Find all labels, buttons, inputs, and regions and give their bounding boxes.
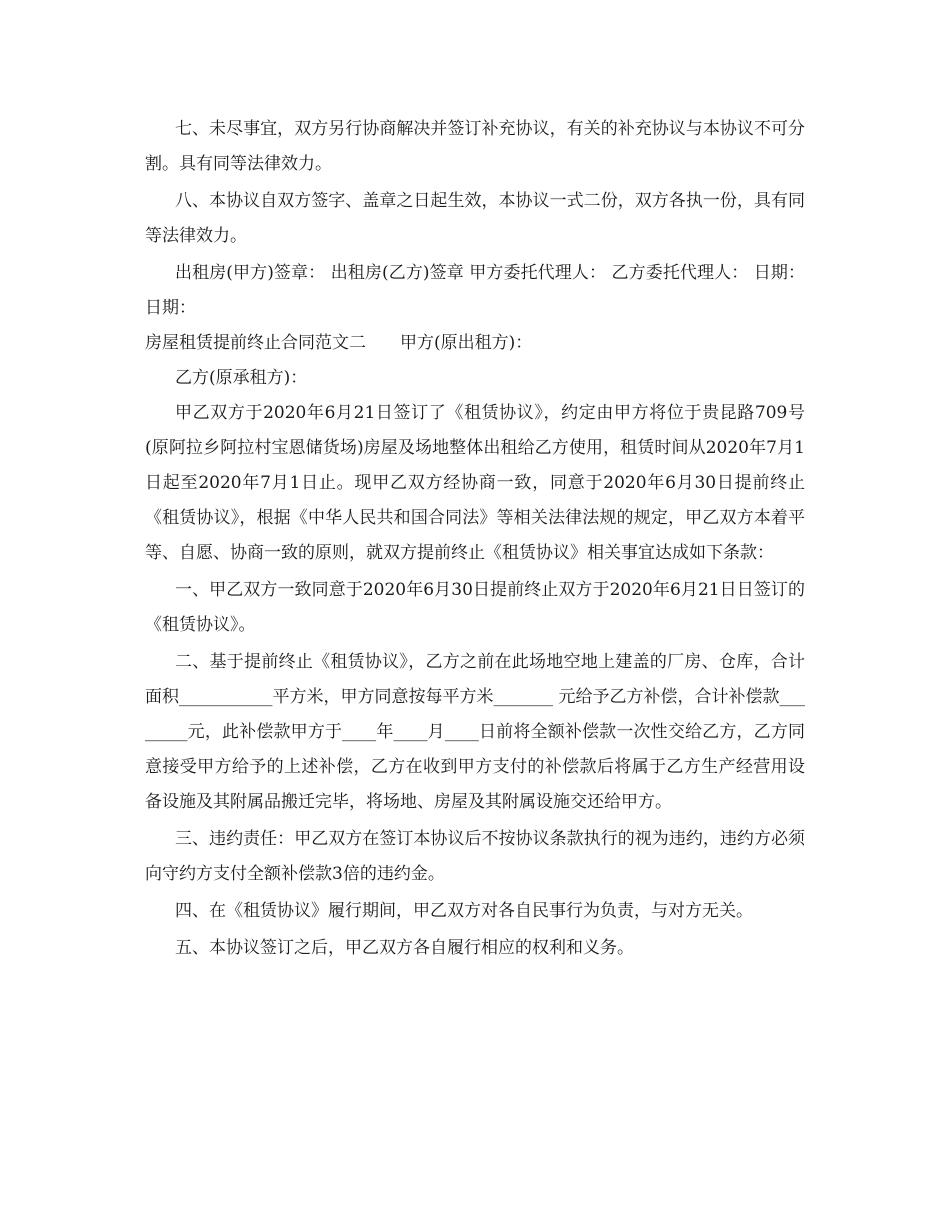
clause-five: 五、本协议签订之后，甲乙双方各自履行相应的权利和义务。: [175, 938, 634, 958]
clause-four: 四、在《租赁协议》履行期间，甲乙双方对各自民事行为负责，与对方无关。: [175, 901, 753, 921]
clause-eight: 八、本协议自双方签字、盖章之日起生效，本协议一式二份，双方各执一份，具有同等法律效力。: [145, 191, 805, 246]
clause-one: 一、甲乙双方一致同意于2020年6月30日提前终止双方于2020年6月21日日签订的《租赁协议》。: [145, 580, 805, 635]
preamble-paragraph: 甲乙双方于2020年6月21日签订了《租赁协议》，约定由甲方将位于贵昆路709号(原阿拉乡阿拉村宝恩储货场)房屋及场地整体出租给乙方使用，租赁时间从2020年7月1日起至2020年7月1日止。现甲乙双方经协商一致，同意于2020年6月30日提前终止《租赁协议》，根据《中华人民共和国合同法》等相关法律法规的规定，甲乙双方本着平等、自愿、协商一致的原则，就双方提前终止《租赁协议》相关事宜达成如下条款：: [145, 403, 805, 563]
document-page: [145, 112, 805, 968]
clause-three: 三、违约责任：甲乙双方在签订本协议后不按协议条款执行的视为违约，违约方必须向守约方支付全额补偿款3倍的违约金。: [145, 829, 805, 884]
template-title-line: 房屋租赁提前终止合同范文二 甲方(原出租方)：: [145, 333, 533, 353]
clause-seven: 七、未尽事宜，双方另行协商解决并签订补充协议，有关的补充协议与本协议不可分割。具有同等法律效力。: [145, 119, 805, 174]
signature-block: 出租房(甲方)签章： 出租房(乙方)签章 甲方委托代理人： 乙方委托代理人： 日期： 日期：: [145, 263, 805, 318]
clause-two: 二、基于提前终止《租赁协议》，乙方之前在此场地空地上建盖的厂房、仓库，合计面积___________平方米，甲方同意按每平方米_______ 元给予乙方补偿，合计补偿款________元，此补偿款甲方于____年____月____日前将全额补偿款一次性交给乙方，乙方同意接受甲方给予的上述补偿，乙方在收到甲方支付的补偿款后将属于乙方生产经营用设备设施及其附属品搬迁完毕，将场地、房屋及其附属设施交还给甲方。: [145, 652, 805, 812]
party-b-line: 乙方(原承租方)：: [175, 368, 308, 388]
